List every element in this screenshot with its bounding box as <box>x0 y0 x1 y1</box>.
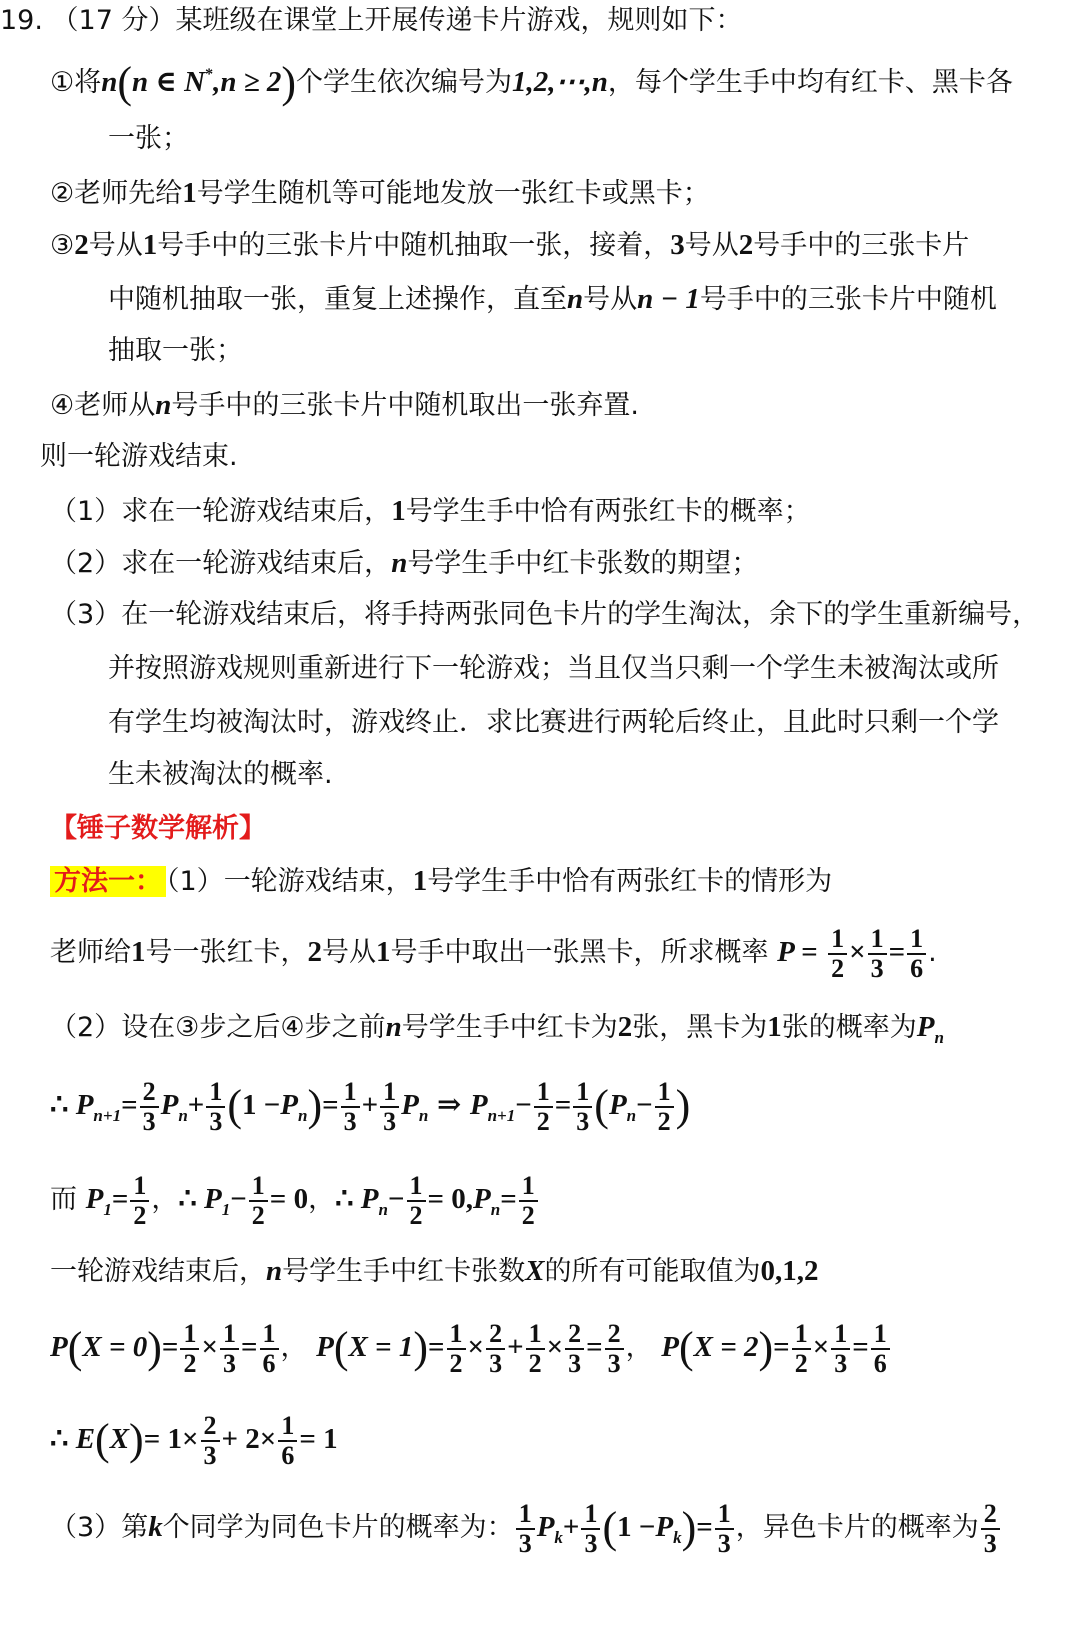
expr: = 1 <box>299 1423 338 1455</box>
text: 生未被淘汰的概率. <box>108 759 333 790</box>
var-n: n <box>567 283 584 315</box>
therefore: ∴ <box>50 1423 76 1455</box>
solution-part-1-detail <box>50 920 937 985</box>
subscript: n <box>934 1028 944 1047</box>
paren-right: ) <box>281 58 297 107</box>
frac-top: 1 <box>573 1078 592 1108</box>
problem-score: （17 分） <box>51 5 176 36</box>
frac-bottom: 3 <box>222 1348 236 1378</box>
zero: = 0 <box>269 1183 309 1215</box>
frac-bottom: 3 <box>870 953 884 983</box>
equals: = <box>111 1183 129 1215</box>
frac-top: 1 <box>871 1320 890 1350</box>
plus: + <box>361 1089 379 1121</box>
fraction <box>380 1078 399 1136</box>
text: 中随机抽取一张，重复上述操作，直至 <box>108 284 567 315</box>
fraction <box>871 1320 890 1378</box>
s-label: （2） <box>50 1012 122 1043</box>
frac-bottom: 3 <box>568 1348 582 1378</box>
comma: ， <box>151 1184 179 1215</box>
frac-top: 1 <box>278 1412 297 1442</box>
subscript: n <box>297 1106 308 1125</box>
text: 抽取一张； <box>108 335 243 366</box>
plus: + <box>562 1511 580 1543</box>
text: 号学生手中恰有两张红卡的概率； <box>405 496 811 527</box>
frac-bottom: 3 <box>834 1348 848 1378</box>
rule-4-marker: ④老师从 <box>50 390 156 421</box>
fraction <box>407 1172 426 1230</box>
equals: = <box>773 1331 790 1363</box>
frac-top: 2 <box>605 1320 624 1350</box>
text: 有学生均被淘汰时，游戏终止．求比赛进行两轮后终止，且此时只剩一个学 <box>108 707 999 738</box>
equals: = <box>240 1331 258 1363</box>
solution-part-1 <box>50 864 832 899</box>
text: 设在③步之后④步之前 <box>121 1012 386 1043</box>
text: 一轮游戏结束后， <box>50 1256 266 1287</box>
num: 1 <box>131 936 146 968</box>
text: 号一张红卡， <box>145 937 308 968</box>
frac-bottom: 3 <box>203 1440 217 1470</box>
comma: ， <box>625 1332 653 1363</box>
subscript: 1 <box>221 1200 231 1219</box>
num: 2 <box>617 1011 633 1043</box>
one-minus: 1 − <box>617 1511 656 1543</box>
fraction <box>519 1172 538 1230</box>
fraction <box>201 1412 220 1470</box>
rule-2-marker: ②老师先给 <box>50 178 183 209</box>
solution-part-2 <box>50 1010 944 1055</box>
frac-bottom: 3 <box>209 1106 223 1136</box>
frac-top: 1 <box>519 1172 538 1202</box>
frac-bottom: 3 <box>489 1348 503 1378</box>
text: 一轮游戏结束， <box>223 866 413 897</box>
subscript: k <box>554 1528 563 1547</box>
frac-bottom: 6 <box>281 1440 295 1470</box>
frac-bottom: 2 <box>831 953 845 983</box>
frac-top: 1 <box>581 1500 600 1530</box>
prob-p: P <box>469 1089 488 1121</box>
num: 1 <box>767 1011 782 1043</box>
frac-top: 2 <box>981 1500 1000 1530</box>
frac-top: 1 <box>534 1078 553 1108</box>
frac-bottom: 6 <box>910 953 924 983</box>
equals: = <box>428 1331 445 1363</box>
frac-bottom: 2 <box>528 1348 542 1378</box>
comma: ， <box>308 1184 336 1215</box>
event: X = 1 <box>348 1331 414 1363</box>
fraction <box>516 1500 535 1558</box>
fraction <box>715 1500 734 1558</box>
rule-1-text2: ，每个学生手中均有红卡、黑卡各 <box>607 67 1013 98</box>
rule-3-line-3 <box>108 334 243 368</box>
fraction <box>828 925 847 983</box>
fraction <box>180 1320 199 1378</box>
frac-top: 2 <box>565 1320 584 1350</box>
expectation <box>50 1404 338 1475</box>
prob-p: P <box>608 1089 627 1121</box>
frac-top: 1 <box>907 925 926 955</box>
paren-left: ( <box>95 1415 110 1464</box>
prob-p: P <box>536 1511 555 1543</box>
fraction <box>792 1320 811 1378</box>
fraction <box>655 1078 674 1136</box>
therefore: ∴ <box>178 1183 205 1215</box>
values: 0,1,2 <box>760 1255 819 1287</box>
var-x: X <box>109 1423 130 1455</box>
frac-bottom: 3 <box>383 1106 397 1136</box>
text: 第 <box>121 1512 149 1543</box>
equals: = <box>888 936 906 968</box>
frac-bottom: 3 <box>142 1106 156 1136</box>
paren-left: ( <box>227 1081 242 1130</box>
text: 并按照游戏规则重新进行下一轮游戏；当且仅当只剩一个学生未被淘汰或所 <box>108 653 999 684</box>
fraction <box>581 1500 600 1558</box>
text: 号学生手中红卡为 <box>401 1012 618 1043</box>
subscript: n+1 <box>487 1106 516 1125</box>
num: 1 <box>391 495 406 527</box>
times: × <box>812 1331 830 1363</box>
seq: 1,2,⋯,n <box>512 66 608 98</box>
s-label: （3） <box>50 1512 122 1543</box>
solution-part-3 <box>50 1492 1002 1573</box>
equals: = <box>696 1511 713 1543</box>
frac-top: 1 <box>868 925 887 955</box>
paren-left: ( <box>678 1323 694 1372</box>
num: 2 <box>738 229 754 261</box>
paren-right: ) <box>413 1323 428 1372</box>
var-k: k <box>148 1511 163 1543</box>
question-3-line-2 <box>108 652 999 686</box>
event: X = 2 <box>693 1331 759 1363</box>
paren-right: ) <box>675 1081 691 1130</box>
paren-right: ) <box>307 1081 323 1130</box>
prob-p: P = <box>777 936 818 968</box>
frac-bottom: 3 <box>983 1528 997 1558</box>
fraction <box>831 1320 850 1378</box>
equals: = <box>500 1183 517 1215</box>
paren-left: ( <box>602 1503 618 1552</box>
frac-bottom: 2 <box>409 1200 423 1230</box>
minus: − <box>636 1089 653 1121</box>
times: × <box>546 1331 564 1363</box>
solution-title: 【锤子数学解析】 <box>50 813 266 844</box>
cond-in: n ∈ N <box>132 66 206 98</box>
num: 1 <box>142 229 158 261</box>
question-3-line-3 <box>108 706 999 740</box>
frac-top: 1 <box>380 1078 399 1108</box>
fraction <box>605 1320 624 1378</box>
q-label: （2） <box>50 548 122 579</box>
frac-bottom: 2 <box>657 1106 671 1136</box>
text: 号从 <box>684 230 739 261</box>
equals: = <box>161 1331 179 1363</box>
rule-2-num: 1 <box>182 177 197 209</box>
q-label: （3） <box>50 599 122 630</box>
question-3-line-1 <box>50 598 1039 632</box>
frac-top: 1 <box>249 1172 268 1202</box>
frac-bottom: 6 <box>873 1348 887 1378</box>
paren-right: ) <box>129 1415 144 1464</box>
equals: = <box>554 1089 572 1121</box>
frac-top: 1 <box>831 1320 850 1350</box>
paren-right: ) <box>758 1323 774 1372</box>
problem-heading <box>0 4 743 38</box>
problem-number: 19. <box>0 5 43 36</box>
fraction <box>447 1320 466 1378</box>
q-label: （1） <box>50 496 122 527</box>
round-end <box>40 440 238 474</box>
rule-1-line-2 <box>108 122 189 156</box>
frac-top: 1 <box>792 1320 811 1350</box>
var-x: X <box>525 1255 545 1287</box>
frac-top: 1 <box>526 1320 545 1350</box>
prob-p: P <box>473 1183 491 1215</box>
subscript: n <box>626 1106 637 1125</box>
paren-right: ) <box>681 1503 697 1552</box>
paren-left: ( <box>333 1323 349 1372</box>
initial-condition <box>50 1164 540 1245</box>
recurrence <box>50 1070 690 1151</box>
times: × <box>849 936 866 968</box>
text: 号从 <box>88 230 143 261</box>
num: 1 <box>412 865 428 897</box>
text: 号从 <box>583 284 638 315</box>
frac-bottom: 3 <box>607 1348 621 1378</box>
implies: ⇒ <box>436 1089 462 1121</box>
frac-bottom: 2 <box>183 1348 197 1378</box>
times: × <box>467 1331 485 1363</box>
text: 而 <box>50 1184 86 1215</box>
text: 号手中的三张卡片中随机 <box>699 284 997 315</box>
paren-right: ) <box>147 1323 162 1372</box>
frac-top: 1 <box>715 1500 734 1530</box>
fraction <box>278 1412 297 1470</box>
fraction <box>565 1320 584 1378</box>
text: 号学生手中恰有两张红卡的情形为 <box>427 866 833 897</box>
frac-bottom: 3 <box>584 1528 598 1558</box>
paren-left: ( <box>67 1323 83 1372</box>
rule-3-line-2 <box>108 282 997 317</box>
rule-1-text3: 一张； <box>108 123 189 154</box>
text: 号手中取出一张黑卡，所求概率 <box>390 937 769 968</box>
text: 号学生手中红卡张数 <box>282 1256 526 1287</box>
minus: − <box>230 1183 247 1215</box>
num: 3 <box>670 229 685 261</box>
subscript: n <box>490 1200 501 1219</box>
text: 在一轮游戏结束后，将手持两张同色卡片的学生淘汰，余下的学生重新编号， <box>121 599 1040 630</box>
prob-p: P <box>655 1511 674 1543</box>
frac-top: 1 <box>655 1078 674 1108</box>
text: 个同学为同色卡片的概率为： <box>162 1512 514 1543</box>
prob-p: P <box>916 1011 935 1043</box>
frac-bottom: 2 <box>251 1200 265 1230</box>
num: 2 <box>307 936 322 968</box>
rule-2-text: 号学生随机等可能地发放一张红卡或黑卡； <box>196 178 710 209</box>
frac-bottom: 2 <box>449 1348 463 1378</box>
rule-1-text1: 个学生依次编号为 <box>296 67 513 98</box>
fraction <box>341 1078 360 1136</box>
times: × <box>201 1331 218 1363</box>
fraction <box>573 1078 592 1136</box>
frac-top: 1 <box>341 1078 360 1108</box>
var-n: n <box>155 389 172 421</box>
equals: = <box>852 1331 869 1363</box>
fraction <box>868 925 887 983</box>
one-minus: 1 − <box>241 1089 281 1121</box>
minus: − <box>387 1183 405 1215</box>
prob-p: P <box>280 1089 298 1121</box>
rule-2 <box>50 176 710 211</box>
rule-1-marker: ①将 <box>50 67 102 98</box>
subscript: n <box>418 1106 429 1125</box>
var-n-minus-1: n − 1 <box>637 283 700 315</box>
text: 号从 <box>322 937 376 968</box>
prob-p: P <box>401 1089 419 1121</box>
fraction <box>981 1500 1000 1558</box>
frac-top: 2 <box>486 1320 505 1350</box>
text: 号学生手中红卡张数的期望； <box>407 548 759 579</box>
text: 则一轮游戏结束. <box>40 441 238 472</box>
frac-bottom: 2 <box>536 1106 550 1136</box>
prob-p: P <box>661 1331 679 1363</box>
expr: + 2× <box>221 1423 277 1455</box>
zero: = 0, <box>427 1183 474 1215</box>
question-3-line-4 <box>108 758 333 792</box>
frac-top: 1 <box>447 1320 466 1350</box>
fraction <box>220 1320 239 1378</box>
dot: . <box>928 937 937 968</box>
plus: + <box>507 1331 524 1363</box>
fraction <box>130 1172 149 1230</box>
x-values-line <box>50 1254 818 1289</box>
text: 求在一轮游戏结束后， <box>121 548 392 579</box>
text: ，异色卡片的概率为 <box>735 1512 979 1543</box>
cond-rest: ,n ≥ 2 <box>213 66 282 98</box>
text: 求在一轮游戏结束后， <box>121 496 392 527</box>
subscript: n <box>378 1200 388 1219</box>
frac-top: 1 <box>516 1500 535 1530</box>
expr: = 1× <box>143 1423 199 1455</box>
rule-3-line-1 <box>50 228 969 263</box>
text: 张的概率为 <box>781 1012 917 1043</box>
frac-top: 2 <box>140 1078 159 1108</box>
frac-top: 1 <box>180 1320 199 1350</box>
var-n: n <box>101 66 118 98</box>
rule-3-marker: ③ <box>50 230 75 261</box>
prob-p: P <box>85 1183 104 1215</box>
star: * <box>205 66 214 83</box>
comma: ， <box>280 1332 308 1363</box>
text: 张，黑卡为 <box>632 1012 768 1043</box>
text: 老师给 <box>50 937 131 968</box>
frac-bottom: 2 <box>794 1348 808 1378</box>
event: X = 0 <box>82 1331 148 1363</box>
var-n: n <box>266 1255 283 1287</box>
prob-p: P <box>360 1183 379 1215</box>
distribution <box>50 1312 892 1383</box>
var-n: n <box>385 1011 402 1043</box>
paren-left: ( <box>594 1081 609 1130</box>
problem-intro: 某班级在课堂上开展传递卡片游戏，规则如下： <box>175 5 743 36</box>
fraction <box>534 1078 553 1136</box>
subscript: 1 <box>103 1200 112 1219</box>
fraction <box>486 1320 505 1378</box>
fraction <box>526 1320 545 1378</box>
plus: + <box>187 1089 205 1121</box>
rule-1-line-1 <box>50 58 1013 107</box>
frac-bottom: 6 <box>262 1348 276 1378</box>
frac-top: 1 <box>828 925 847 955</box>
subscript: k <box>673 1528 682 1547</box>
text: 号手中的三张卡片中随机取出一张弃置. <box>171 390 639 421</box>
frac-top: 1 <box>260 1320 279 1350</box>
prob-p: P <box>204 1183 222 1215</box>
var-n: n <box>391 547 408 579</box>
frac-bottom: 3 <box>717 1528 731 1558</box>
frac-bottom: 2 <box>521 1200 535 1230</box>
frac-top: 1 <box>220 1320 239 1350</box>
equals: = <box>322 1089 339 1121</box>
subscript: n <box>178 1106 188 1125</box>
frac-bottom: 2 <box>133 1200 147 1230</box>
equals: = <box>121 1089 138 1121</box>
var-e: E <box>75 1423 96 1455</box>
frac-bottom: 3 <box>576 1106 590 1136</box>
prob-p: P <box>160 1089 179 1121</box>
frac-bottom: 3 <box>518 1528 532 1558</box>
subscript: n+1 <box>93 1106 122 1125</box>
therefore: ∴ <box>335 1183 361 1215</box>
minus: − <box>515 1089 532 1121</box>
fraction <box>249 1172 268 1230</box>
fraction <box>907 925 926 983</box>
question-1 <box>50 494 811 529</box>
prob-p: P <box>75 1089 94 1121</box>
method-label: 方法一： <box>50 866 166 897</box>
text: 的所有可能取值为 <box>544 1256 761 1287</box>
prob-p: P <box>316 1331 334 1363</box>
equals: = <box>586 1331 603 1363</box>
rule-4 <box>50 388 639 423</box>
num: 1 <box>376 936 391 968</box>
fraction <box>260 1320 279 1378</box>
frac-top: 1 <box>130 1172 149 1202</box>
text: 号手中的三张卡片中随机抽取一张，接着， <box>157 230 671 261</box>
prob-p: P <box>50 1331 68 1363</box>
num: 2 <box>74 229 89 261</box>
frac-top: 2 <box>201 1412 220 1442</box>
paren-left: ( <box>117 58 133 107</box>
fraction <box>206 1078 225 1136</box>
question-2 <box>50 546 758 581</box>
frac-top: 1 <box>206 1078 225 1108</box>
therefore: ∴ <box>50 1089 76 1121</box>
frac-bottom: 3 <box>343 1106 357 1136</box>
s-label: （1） <box>166 866 224 897</box>
fraction <box>140 1078 159 1136</box>
frac-top: 1 <box>407 1172 426 1202</box>
text: 号手中的三张卡片 <box>753 230 970 261</box>
